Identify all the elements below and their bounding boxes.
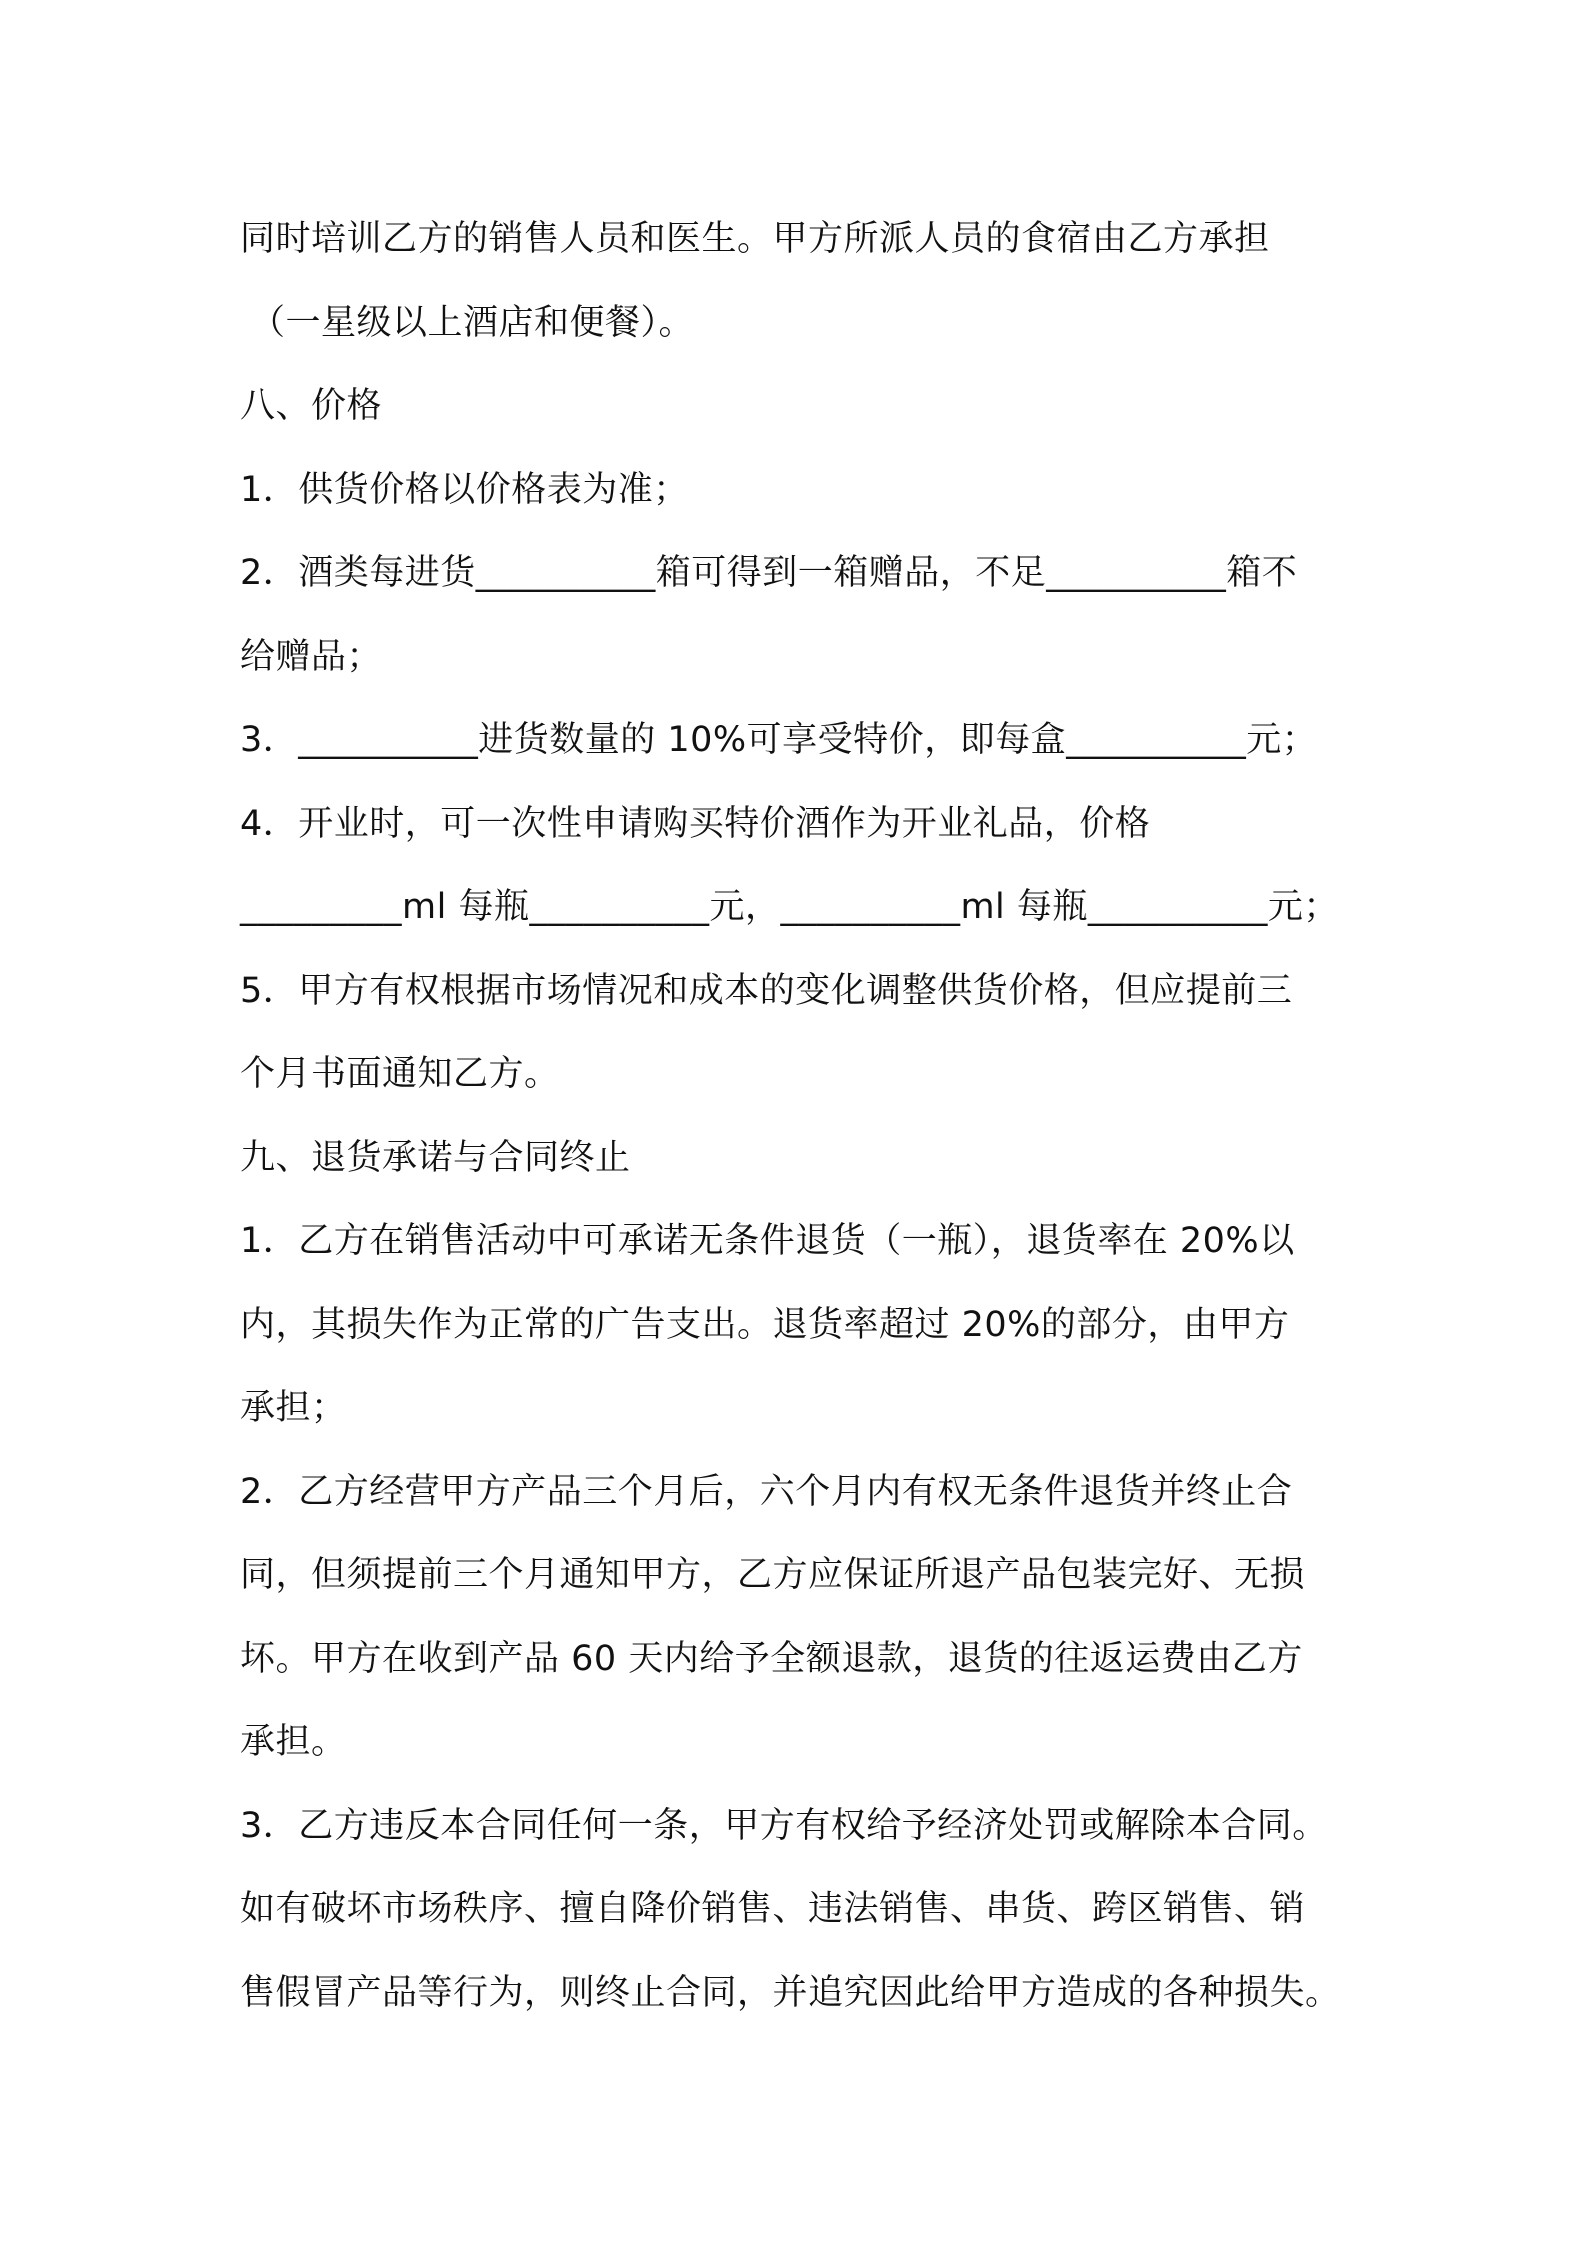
text-line-2: （一星级以上酒店和便餐）。 <box>250 302 695 343</box>
price-clause-2: 2．酒类每进货__________箱可得到一箱赠品，不足__________箱不 <box>240 553 1298 593</box>
returns-clause-2-cont-c: 承担。 <box>240 1722 347 1762</box>
section-heading-price: 八、价格 <box>240 386 383 426</box>
section-heading-returns: 九、退货承诺与合同终止 <box>240 1137 631 1178</box>
price-clause-4-cont: _________ml 每瓶__________元，__________ml 每瓶__________元； <box>240 887 1339 927</box>
returns-clause-1-cont-b: 承担； <box>240 1388 347 1428</box>
price-clause-4: 4．开业时，可一次性申请购买特价酒作为开业礼品，价格 <box>240 803 1151 844</box>
price-clause-5: 5．甲方有权根据市场情况和成本的变化调整供货价格，但应提前三 <box>240 970 1293 1011</box>
returns-clause-3: 3．乙方违反本合同任何一条，甲方有权给予经济处罚或解除本合同。 <box>240 1805 1328 1846</box>
returns-clause-2: 2．乙方经营甲方产品三个月后，六个月内有权无条件退货并终止合 <box>240 1471 1293 1512</box>
returns-clause-1: 1．乙方在销售活动中可承诺无条件退货（一瓶），退货率在 20%以 <box>240 1221 1295 1261</box>
document-page <box>240 198 1380 2035</box>
price-clause-2-cont: 给赠品； <box>240 636 383 677</box>
text-line-1: 同时培训乙方的销售人员和医生。甲方所派人员的食宿由乙方承担 <box>240 219 1270 259</box>
returns-clause-3-cont-a: 如有破坏市场秩序、擅自降价销售、违法销售、串货、跨区销售、销 <box>240 1889 1306 1929</box>
returns-clause-2-cont-b: 坏。甲方在收到产品 60 天内给予全额退款，退货的往返运费由乙方 <box>240 1638 1303 1679</box>
returns-clause-2-cont-a: 同，但须提前三个月通知甲方，乙方应保证所退产品包装完好、无损 <box>240 1555 1306 1595</box>
price-clause-1: 1．供货价格以价格表为准； <box>240 469 689 510</box>
returns-clause-3-cont-b: 售假冒产品等行为，则终止合同，并追究因此给甲方造成的各种损失。 <box>240 1972 1341 2013</box>
price-clause-3: 3．__________进货数量的 10%可享受特价，即每盒__________元； <box>240 720 1318 760</box>
price-clause-5-cont: 个月书面通知乙方。 <box>240 1054 560 1094</box>
returns-clause-1-cont-a: 内，其损失作为正常的广告支出。退货率超过 20%的部分，由甲方 <box>240 1304 1290 1345</box>
